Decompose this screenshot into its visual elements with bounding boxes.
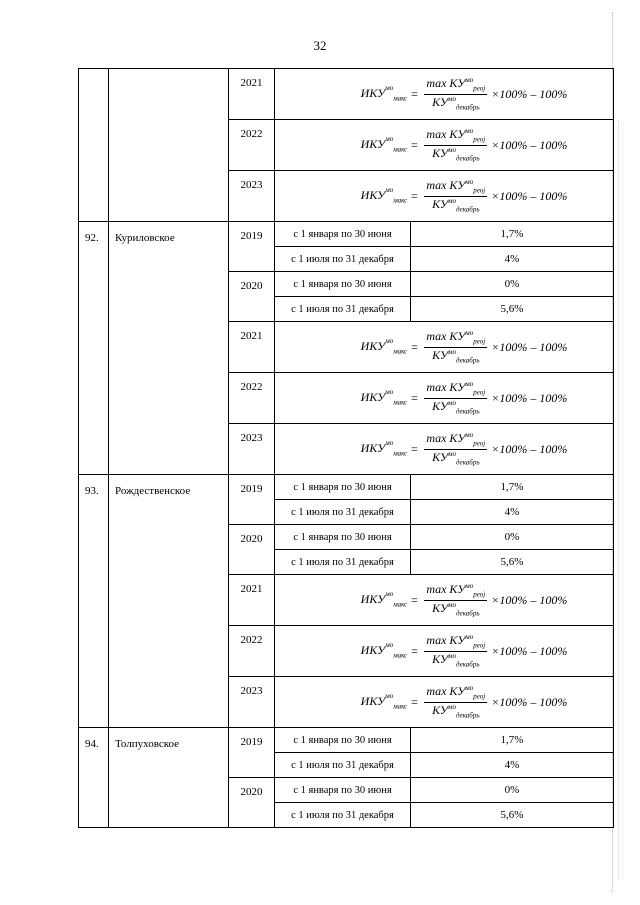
fraction: $\frac{\max КУ^{мо}_{реоj}}{КУ^{мо}_{декабрь}}$ — [426, 328, 486, 364]
entry-name: Рождественское — [109, 475, 229, 728]
formula: $ИКУ^{мо}_{макс}$ = $\frac{\max КУ^{мо}_{реоj}}{КУ^{мо}_{декабрь}}$ ×100% – 100% — [360, 581, 568, 617]
period-cell: с 1 июля по 31 декабря — [275, 247, 411, 272]
year-cell: 2023 — [229, 424, 275, 475]
value-cell: 1,7% — [411, 475, 614, 500]
formula-cell — [275, 120, 614, 171]
value-cell: 5,6% — [411, 803, 614, 828]
period-cell: с 1 января по 30 июня — [275, 728, 411, 753]
formula-cell — [275, 626, 614, 677]
year-cell: 2022 — [229, 373, 275, 424]
formula: $ИКУ^{мо}_{макс}$ = $\frac{\max КУ^{мо}_{реоj}}{КУ^{мо}_{декабрь}}$ ×100% – 100% — [360, 683, 568, 719]
entry-number: 94. — [79, 728, 109, 828]
fraction: $\frac{\max КУ^{мо}_{реоj}}{КУ^{мо}_{декабрь}}$ — [426, 126, 486, 162]
formula: $ИКУ^{мо}_{макс}$ = $\frac{\max КУ^{мо}_{реоj}}{КУ^{мо}_{декабрь}}$ ×100% – 100% — [360, 75, 568, 111]
value-cell: 1,7% — [411, 222, 614, 247]
formula-cell — [275, 575, 614, 626]
entry-name: Толпуховское — [109, 728, 229, 828]
formula-cell — [275, 373, 614, 424]
formula: $ИКУ^{мо}_{макс}$ = $\frac{\max КУ^{мо}_{реоj}}{КУ^{мо}_{декабрь}}$ ×100% – 100% — [360, 379, 568, 415]
period-cell: с 1 июля по 31 декабря — [275, 550, 411, 575]
period-cell: с 1 января по 30 июня — [275, 272, 411, 297]
fraction: $\frac{\max КУ^{мо}_{реоj}}{КУ^{мо}_{декабрь}}$ — [426, 177, 486, 213]
formula-cell — [275, 171, 614, 222]
page-edge-shadow — [618, 120, 619, 880]
value-cell: 1,7% — [411, 728, 614, 753]
value-cell: 0% — [411, 778, 614, 803]
table-row — [79, 69, 614, 120]
period-cell: с 1 января по 30 июня — [275, 475, 411, 500]
page-number: 32 — [313, 38, 327, 53]
table-row — [79, 475, 614, 500]
fraction: $\frac{\max КУ^{мо}_{реоj}}{КУ^{мо}_{декабрь}}$ — [426, 581, 486, 617]
year-cell: 2020 — [229, 778, 275, 828]
value-cell: 0% — [411, 525, 614, 550]
value-cell: 0% — [411, 272, 614, 297]
year-cell: 2021 — [229, 69, 275, 120]
value-cell: 4% — [411, 500, 614, 525]
period-cell: с 1 января по 30 июня — [275, 778, 411, 803]
year-cell: 2020 — [229, 272, 275, 322]
table-row — [79, 222, 614, 247]
formula: $ИКУ^{мо}_{макс}$ = $\frac{\max КУ^{мо}_{реоj}}{КУ^{мо}_{декабрь}}$ ×100% – 100% — [360, 126, 568, 162]
entry-number: 92. — [79, 222, 109, 475]
period-cell: с 1 июля по 31 декабря — [275, 297, 411, 322]
period-cell: с 1 января по 30 июня — [275, 222, 411, 247]
year-cell: 2023 — [229, 171, 275, 222]
entry-number: 93. — [79, 475, 109, 728]
value-cell: 4% — [411, 753, 614, 778]
value-cell: 4% — [411, 247, 614, 272]
year-cell: 2020 — [229, 525, 275, 575]
period-cell: с 1 января по 30 июня — [275, 525, 411, 550]
year-cell: 2021 — [229, 575, 275, 626]
year-cell: 2022 — [229, 626, 275, 677]
formula-cell — [275, 322, 614, 373]
table-row — [79, 728, 614, 753]
formula: $ИКУ^{мо}_{макс}$ = $\frac{\max КУ^{мо}_{реоj}}{КУ^{мо}_{декабрь}}$ ×100% – 100% — [360, 177, 568, 213]
fraction: $\frac{\max КУ^{мо}_{реоj}}{КУ^{мо}_{декабрь}}$ — [426, 75, 486, 111]
fraction: $\frac{\max КУ^{мо}_{реоj}}{КУ^{мо}_{декабрь}}$ — [426, 683, 486, 719]
period-cell: с 1 июля по 31 декабря — [275, 753, 411, 778]
value-cell: 5,6% — [411, 550, 614, 575]
year-cell: 2019 — [229, 728, 275, 778]
period-cell: с 1 июля по 31 декабря — [275, 803, 411, 828]
period-cell: с 1 июля по 31 декабря — [275, 500, 411, 525]
year-cell: 2023 — [229, 677, 275, 728]
year-cell: 2021 — [229, 322, 275, 373]
formula: $ИКУ^{мо}_{макс}$ = $\frac{\max КУ^{мо}_{реоj}}{КУ^{мо}_{декабрь}}$ ×100% – 100% — [360, 632, 568, 668]
year-cell: 2022 — [229, 120, 275, 171]
formula: $ИКУ^{мо}_{макс}$ = $\frac{\max КУ^{мо}_{реоj}}{КУ^{мо}_{декабрь}}$ ×100% – 100% — [360, 328, 568, 364]
formula: $ИКУ^{мо}_{макс}$ = $\frac{\max КУ^{мо}_{реоj}}{КУ^{мо}_{декабрь}}$ ×100% – 100% — [360, 430, 568, 466]
formula-cell — [275, 424, 614, 475]
num-cell — [79, 69, 109, 222]
name-cell — [109, 69, 229, 222]
fraction: $\frac{\max КУ^{мо}_{реоj}}{КУ^{мо}_{декабрь}}$ — [426, 379, 486, 415]
year-cell: 2019 — [229, 222, 275, 272]
fraction: $\frac{\max КУ^{мо}_{реоj}}{КУ^{мо}_{декабрь}}$ — [426, 632, 486, 668]
tariff-table — [78, 68, 614, 828]
value-cell: 5,6% — [411, 297, 614, 322]
fraction: $\frac{\max КУ^{мо}_{реоj}}{КУ^{мо}_{декабрь}}$ — [426, 430, 486, 466]
entry-name: Куриловское — [109, 222, 229, 475]
formula-cell — [275, 69, 614, 120]
formula-cell — [275, 677, 614, 728]
year-cell: 2019 — [229, 475, 275, 525]
